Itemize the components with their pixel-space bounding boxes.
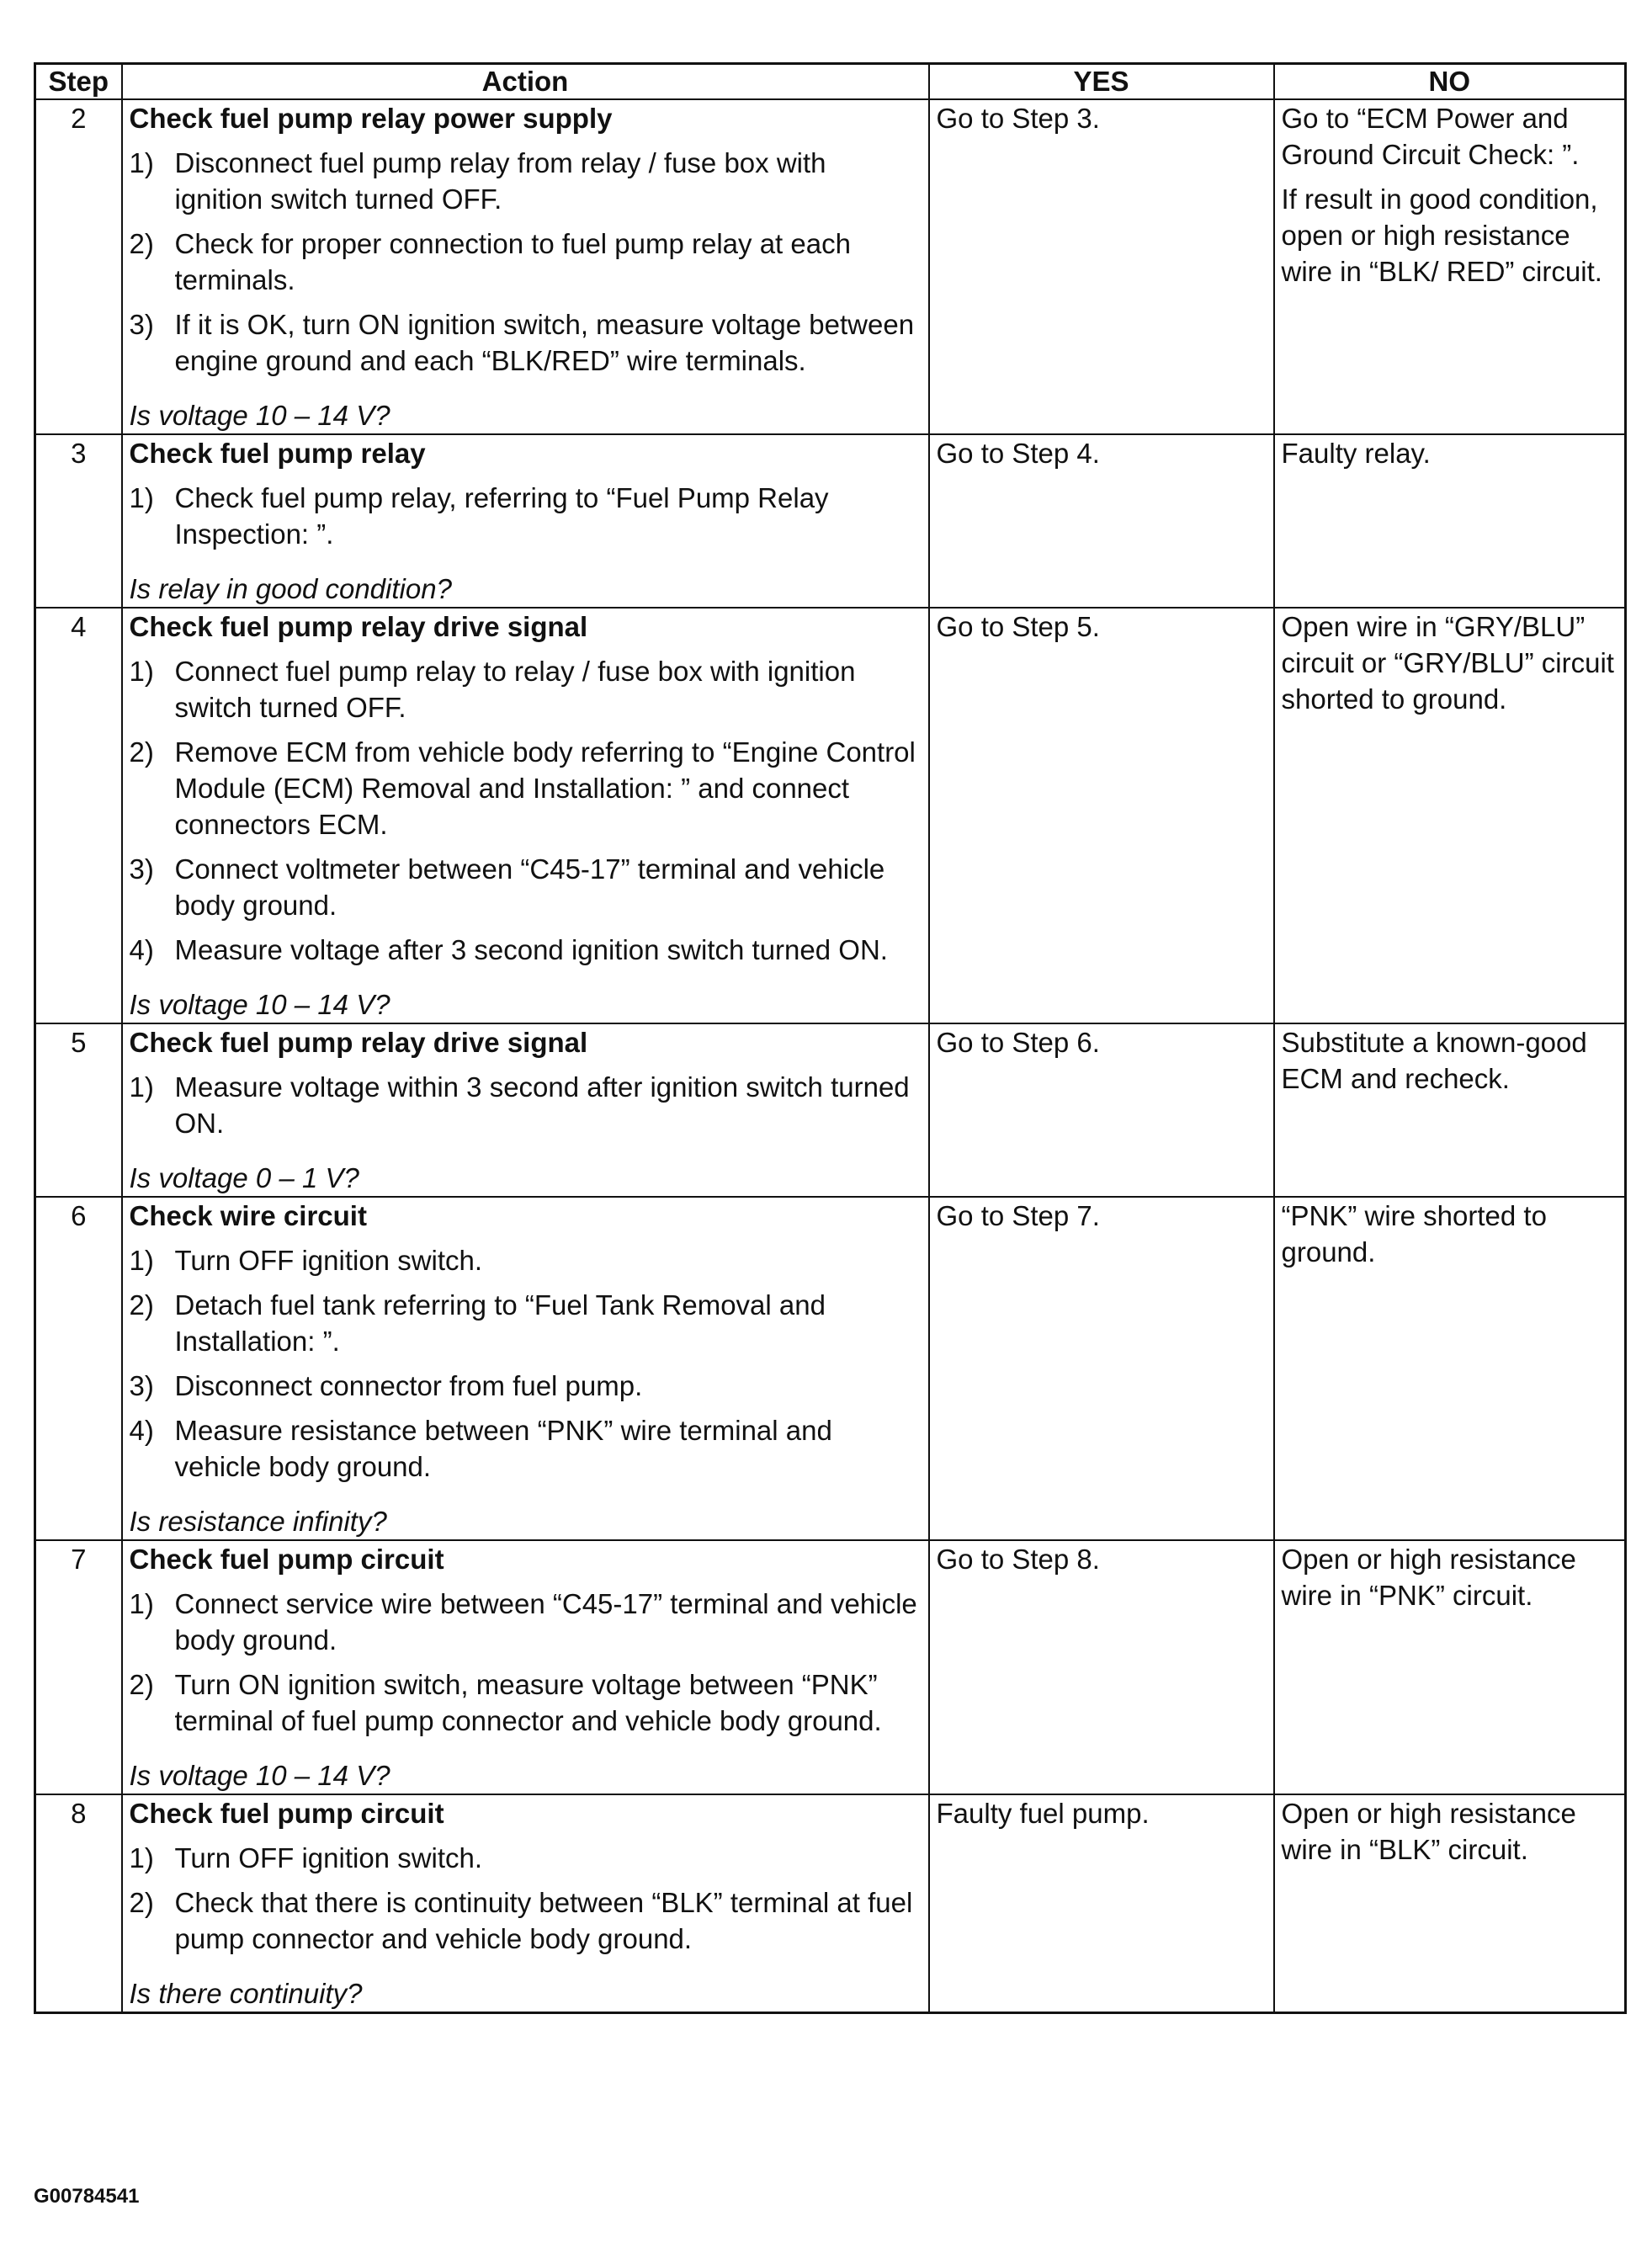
sub-step-number: 3) <box>129 309 154 340</box>
check-question: Is resistance infinity? <box>129 1506 387 1537</box>
header-step: Step <box>35 64 122 100</box>
sub-step-text: Disconnect connector from fuel pump. <box>174 1370 643 1401</box>
sub-step-text: Turn OFF ignition switch. <box>174 1245 483 1276</box>
step-number: 4 <box>35 608 122 1023</box>
sub-step-number: 1) <box>129 656 154 687</box>
sub-step-number: 2) <box>129 736 154 768</box>
check-question: Is voltage 10 – 14 V? <box>129 1760 390 1791</box>
sub-step-text: Measure voltage after 3 second ignition switch turned ON. <box>174 934 888 965</box>
check-title: Check fuel pump relay power supply <box>129 103 613 134</box>
table-row <box>35 434 1626 608</box>
sub-step <box>130 1666 920 1739</box>
sub-step <box>130 1069 920 1141</box>
header-action: Action <box>122 64 929 100</box>
sub-step <box>130 306 920 379</box>
no-result <box>1274 1023 1626 1197</box>
yes-result: Go to Step 3. <box>929 99 1274 434</box>
no-result <box>1274 1197 1626 1540</box>
no-result-line: Faulty relay. <box>1281 438 1431 469</box>
sub-step <box>130 1840 920 1876</box>
sub-step-number: 2) <box>129 1887 154 1918</box>
action-cell <box>122 1794 929 2013</box>
sub-step-text: Remove ECM from vehicle body referring to “Engine Control Module (ECM) Removal and Installation: ” and connect connectors ECM. <box>174 736 916 840</box>
sub-step <box>130 1586 920 1658</box>
sub-step <box>130 653 920 725</box>
no-result-line: Go to “ECM Power and Ground Circuit Check: ”. <box>1281 103 1580 170</box>
sub-step-text: Measure voltage within 3 second after ignition switch turned ON. <box>174 1071 910 1139</box>
header-no: NO <box>1274 64 1626 100</box>
sub-step <box>130 1412 920 1485</box>
sub-step <box>130 851 920 923</box>
sub-step <box>130 1884 920 1957</box>
yes-result: Go to Step 7. <box>929 1197 1274 1540</box>
table-row <box>35 1197 1626 1540</box>
sub-step-number: 2) <box>129 1289 154 1321</box>
sub-step <box>130 480 920 552</box>
no-result-line: Substitute a known-good ECM and recheck. <box>1281 1027 1587 1094</box>
check-title: Check wire circuit <box>129 1200 367 1231</box>
step-number: 6 <box>35 1197 122 1540</box>
no-result-line: “PNK” wire shorted to ground. <box>1281 1200 1547 1268</box>
sub-step-number: 3) <box>129 1370 154 1401</box>
sub-step-text: Check that there is continuity between “BLK” terminal at fuel pump connector and vehicle body ground. <box>174 1887 913 1954</box>
sub-step-number: 1) <box>129 147 154 178</box>
no-result <box>1274 1540 1626 1794</box>
step-number: 8 <box>35 1794 122 2013</box>
sub-step <box>130 1242 920 1278</box>
troubleshooting-table <box>34 62 1627 2014</box>
step-number: 5 <box>35 1023 122 1197</box>
step-number: 7 <box>35 1540 122 1794</box>
sub-step-text: Connect fuel pump relay to relay / fuse box with ignition switch turned OFF. <box>174 656 856 723</box>
action-cell <box>122 1197 929 1540</box>
yes-result: Faulty fuel pump. <box>929 1794 1274 2013</box>
sub-step-number: 3) <box>129 853 154 885</box>
step-number: 3 <box>35 434 122 608</box>
sub-step-text: Turn ON ignition switch, measure voltage between “PNK” terminal of fuel pump connector and vehicle body ground. <box>174 1669 882 1736</box>
sub-step-number: 1) <box>129 1071 154 1103</box>
check-title: Check fuel pump circuit <box>129 1544 444 1575</box>
sub-step <box>130 1287 920 1359</box>
sub-step <box>130 932 920 968</box>
sub-step-number: 2) <box>129 228 154 259</box>
sub-step-text: Connect service wire between “C45-17” terminal and vehicle body ground. <box>174 1588 917 1655</box>
sub-step-number: 1) <box>129 1842 154 1873</box>
check-title: Check fuel pump circuit <box>129 1798 444 1829</box>
no-result-line: If result in good condition, open or high resistance wire in “BLK/ RED” circuit. <box>1281 183 1602 287</box>
table-row <box>35 608 1626 1023</box>
sub-step-text: If it is OK, turn ON ignition switch, measure voltage between engine ground and each “BLK/RED” wire terminals. <box>174 309 915 376</box>
sub-step-number: 4) <box>129 1415 154 1446</box>
sub-step-text: Disconnect fuel pump relay from relay / fuse box with ignition switch turned OFF. <box>174 147 826 215</box>
check-title: Check fuel pump relay <box>129 438 426 469</box>
sub-step-text: Turn OFF ignition switch. <box>174 1842 483 1873</box>
no-result-line: Open wire in “GRY/BLU” circuit or “GRY/BLU” circuit shorted to ground. <box>1281 611 1614 715</box>
table-row <box>35 1794 1626 2013</box>
check-question: Is relay in good condition? <box>129 573 452 604</box>
check-title: Check fuel pump relay drive signal <box>129 611 588 642</box>
yes-result: Go to Step 8. <box>929 1540 1274 1794</box>
sub-step-text: Connect voltmeter between “C45-17” terminal and vehicle body ground. <box>174 853 885 921</box>
action-cell <box>122 1023 929 1197</box>
sub-step-text: Measure resistance between “PNK” wire terminal and vehicle body ground. <box>174 1415 832 1482</box>
step-number: 2 <box>35 99 122 434</box>
check-question: Is voltage 10 – 14 V? <box>129 989 390 1020</box>
sub-step <box>130 145 920 217</box>
sub-step-number: 2) <box>129 1669 154 1700</box>
no-result <box>1274 608 1626 1023</box>
yes-result: Go to Step 5. <box>929 608 1274 1023</box>
no-result <box>1274 434 1626 608</box>
check-question: Is voltage 10 – 14 V? <box>129 400 390 431</box>
sub-step-text: Detach fuel tank referring to “Fuel Tank Removal and Installation: ”. <box>174 1289 826 1357</box>
check-question: Is there continuity? <box>129 1978 363 2009</box>
no-result <box>1274 1794 1626 2013</box>
action-cell <box>122 608 929 1023</box>
sub-step-number: 4) <box>129 934 154 965</box>
sub-step-number: 1) <box>129 1245 154 1276</box>
sub-step-text: Check fuel pump relay, referring to “Fuel Pump Relay Inspection: ”. <box>174 482 829 550</box>
sub-step-number: 1) <box>129 482 154 513</box>
table-row <box>35 1023 1626 1197</box>
action-cell <box>122 1540 929 1794</box>
yes-result: Go to Step 4. <box>929 434 1274 608</box>
table-body <box>35 99 1626 2013</box>
header-yes: YES <box>929 64 1274 100</box>
sub-step <box>130 1368 920 1404</box>
check-question: Is voltage 0 – 1 V? <box>129 1162 359 1193</box>
sub-step <box>130 226 920 298</box>
action-cell <box>122 99 929 434</box>
sub-step-text: Check for proper connection to fuel pump relay at each terminals. <box>174 228 851 295</box>
table-row <box>35 1540 1626 1794</box>
sub-step <box>130 734 920 842</box>
no-result <box>1274 99 1626 434</box>
table-header-row <box>35 64 1626 100</box>
no-result-line: Open or high resistance wire in “PNK” circuit. <box>1281 1544 1576 1611</box>
sub-step-number: 1) <box>129 1588 154 1619</box>
no-result-line: Open or high resistance wire in “BLK” circuit. <box>1281 1798 1576 1865</box>
action-cell <box>122 434 929 608</box>
check-title: Check fuel pump relay drive signal <box>129 1027 588 1058</box>
yes-result: Go to Step 6. <box>929 1023 1274 1197</box>
table-row <box>35 99 1626 434</box>
figure-code: G00784541 <box>34 2185 140 2208</box>
